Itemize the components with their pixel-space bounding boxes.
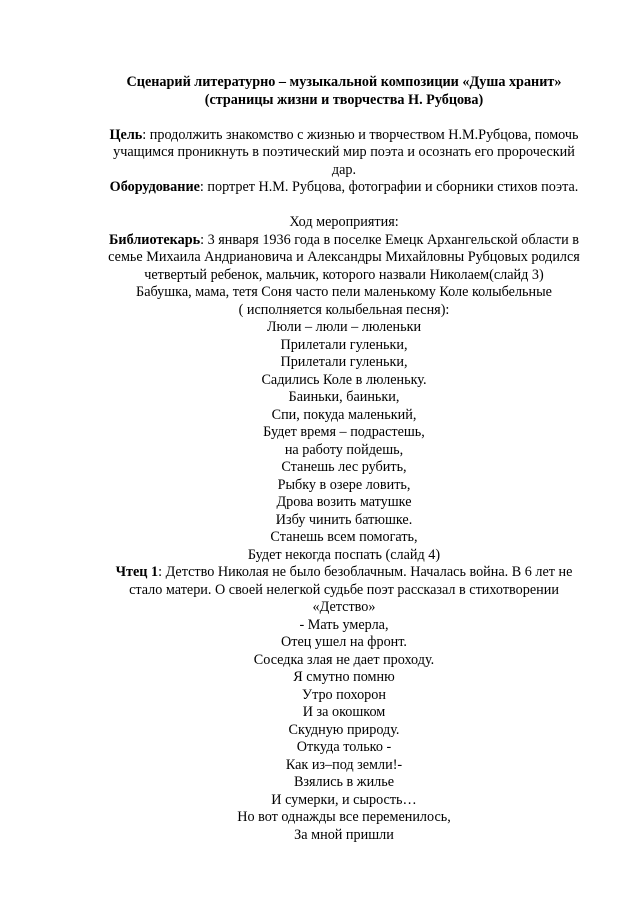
poem-line: Скудную природу. [288,721,400,738]
poem-line: - Мать умерла, [299,616,389,633]
librarian-text-1: : 3 января 1936 года в поселке Емецк Архангельской области в [200,231,579,248]
lullaby-line: Избу чинить батюшке. [275,511,413,528]
document-title-line-2: (страницы жизни и творчества Н. Рубцова) [204,91,484,108]
goal-label: Цель [109,126,143,143]
document-title-line-1: Сценарий литературно – музыкальной композиции «Душа хранит» [126,74,562,90]
lullaby-line: Будет некогда поспать (слайд 4) [247,546,441,563]
spacer [84,109,604,127]
poem-line: Соседка злая не дает проходу. [253,651,435,668]
librarian-paragraph-line-2: семье Михаила Андриановича и Александры Михайловны Рубцовых родился [108,249,580,265]
equipment-text: : портрет Н.М. Рубцова, фотографии и сборники стихов поэта. [199,179,579,195]
poem-line: Взялись в жилье [293,774,395,790]
poem-line: Утро похорон [302,686,386,703]
equipment-paragraph [84,179,604,197]
poem-line: Отец ушел на фронт. [281,634,407,650]
lullaby-line: Дрова возить матушке [276,494,412,510]
poem-line: Как из–под земли!- [285,756,403,773]
poem-line: За мной пришли [294,826,394,843]
goal-paragraph-line-3: дар. [331,161,357,178]
librarian-label: Библиотекарь [109,231,201,248]
reader1-paragraph-line-3: «Детство» [312,599,376,615]
reader1-paragraph-line-2: стало матери. О своей нелегкой судьбе поэт рассказал в стихотворении [129,581,559,598]
lullaby-line: Баиньки, баиньки, [288,389,400,405]
goal-text-1: : продолжить знакомство с жизнью и творчеством Н.М.Рубцова, помочь [142,126,579,143]
poem-line: Но вот однажды все переменилось, [237,809,451,825]
poem-line: Я смутно помню [293,669,395,685]
spacer [84,197,604,215]
goal-paragraph-line-1 [84,127,604,145]
poem-line: И сумерки, и сырость… [271,791,417,808]
librarian-paragraph-line-1 [84,232,604,250]
librarian-paragraph-line-4: Бабушка, мама, тетя Соня часто пели маленькому Коле колыбельные [136,284,552,300]
lullaby-line: Будет время – подрастешь, [263,424,425,440]
lullaby-line: Рыбку в озере ловить, [277,476,411,493]
lullaby-line: Спи, покуда маленький, [271,406,417,423]
lullaby-line: Прилетали гуленьки, [280,336,408,353]
reader1-paragraph-line-1 [84,564,604,582]
goal-paragraph-line-2: учащимся проникнуть в поэтический мир поэта и осознать его пророческий [113,144,575,160]
lullaby-line: на работу пойдешь, [284,441,404,458]
reader1-text-1: : Детство Николая не было безоблачным. Началась война. В 6 лет не [158,564,573,580]
course-heading: Ход мероприятия: [289,214,399,230]
equipment-label: Оборудование [109,179,200,195]
lullaby-line: Станешь лес рубить, [281,459,407,475]
librarian-paragraph-line-3: четвертый ребенок, мальчик, которого назвали Николаем(слайд 3) [144,266,544,283]
librarian-paragraph-line-5: ( исполняется колыбельная песня): [238,301,450,318]
lullaby-line: Станешь всем помогать, [270,529,418,545]
poem-line: Откуда только - [296,739,392,755]
lullaby-line: Садились Коле в люленьку. [261,371,427,388]
lullaby-line: Прилетали гуленьки, [280,354,408,370]
lullaby-line: Люли – люли – люленьки [266,319,422,335]
reader1-label: Чтец 1 [115,564,159,580]
document-page [84,74,604,844]
poem-line: И за окошком [302,704,386,720]
